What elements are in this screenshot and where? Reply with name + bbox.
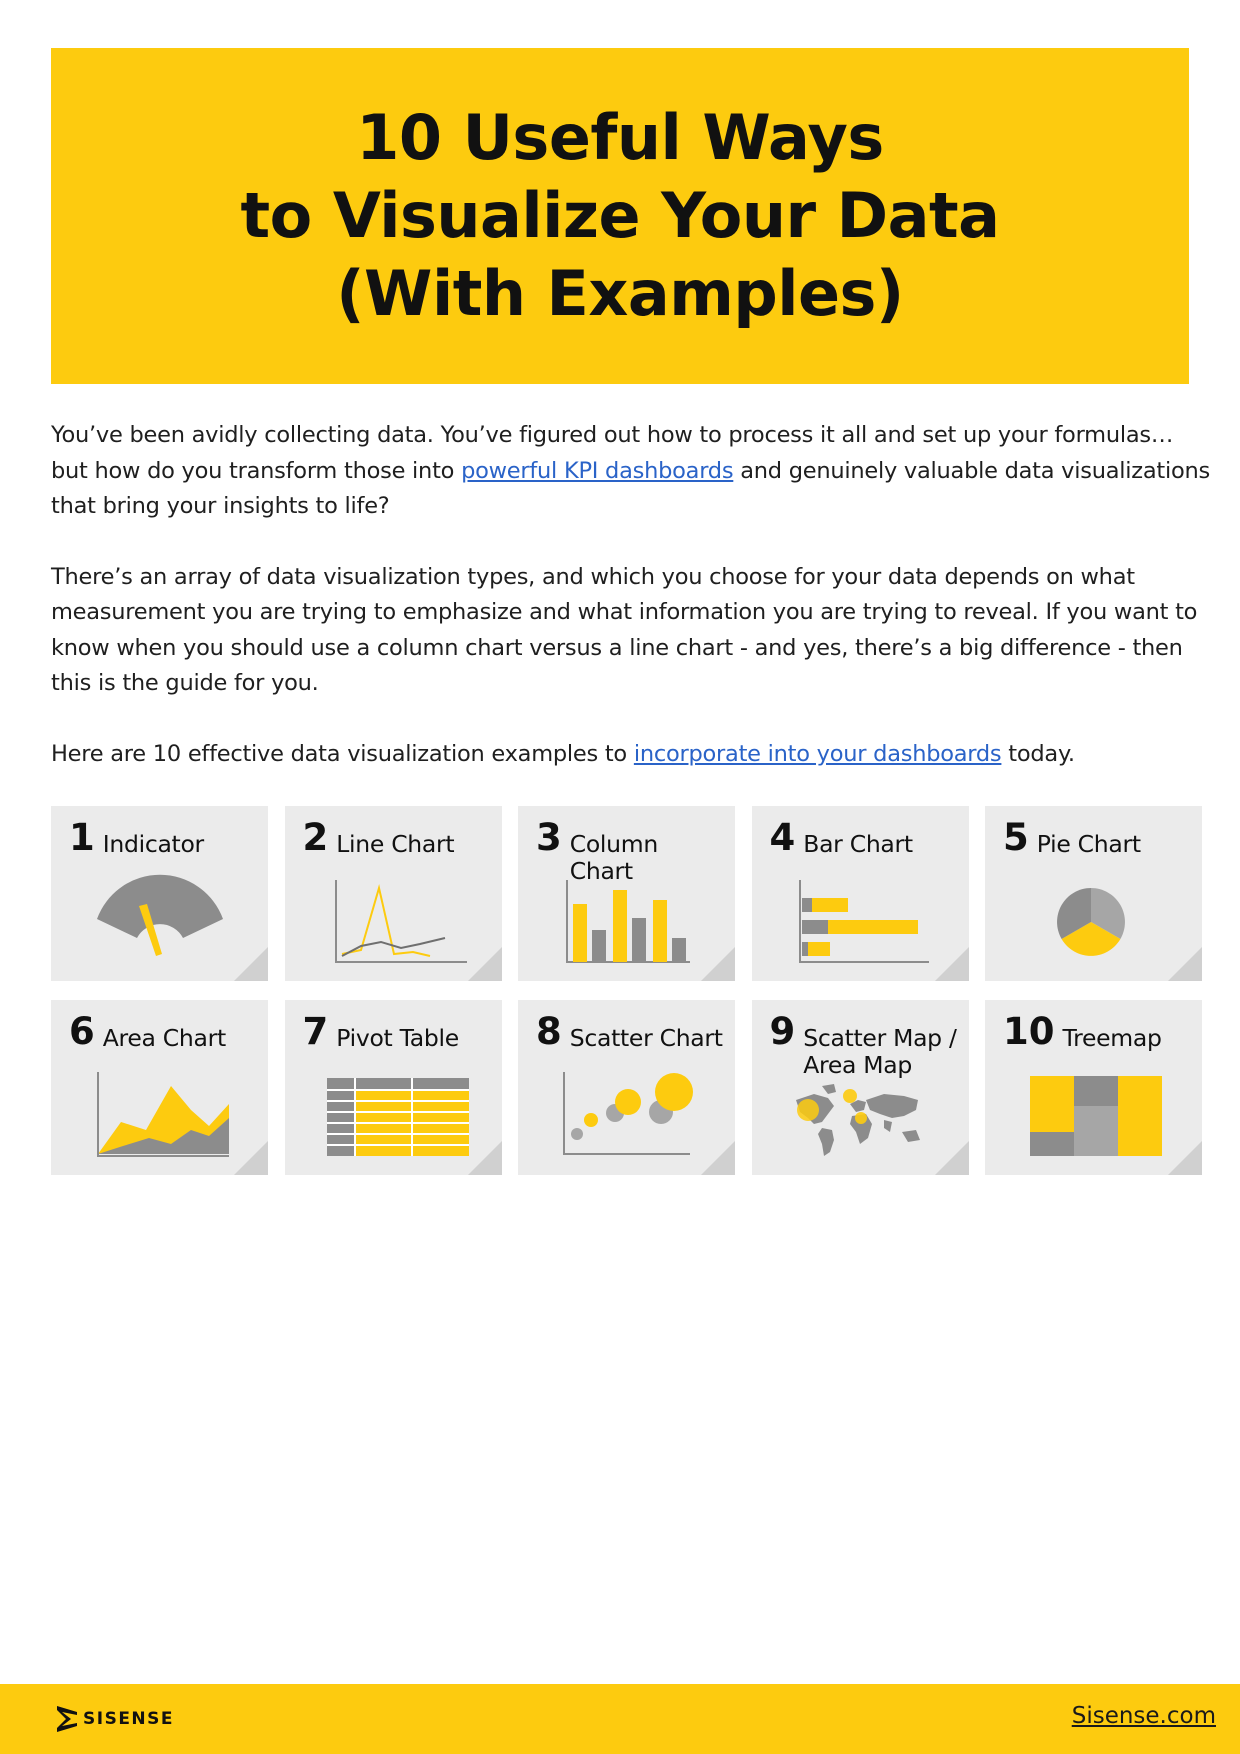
card-number: 5 — [1003, 816, 1029, 859]
card-title: Scatter Map / Area Map — [803, 1024, 957, 1079]
sisense-site-link[interactable]: Sisense.com — [1071, 1703, 1216, 1729]
card-number: 3 — [536, 816, 562, 859]
intro-text — [51, 418, 1211, 807]
card-title: Column Chart — [569, 830, 658, 885]
card-title: Treemap — [1062, 1024, 1162, 1052]
incorporate-dashboards-link[interactable]: incorporate into your dashboards — [633, 740, 1002, 767]
logo-text: SISENSE — [83, 1709, 175, 1729]
card-title: Pivot Table — [336, 1024, 459, 1052]
title-line-2: to Visualize Your Data — [240, 179, 1000, 252]
intro-p3-text: Here are 10 effective data visualization examples to — [51, 740, 634, 767]
card-number: 1 — [69, 816, 95, 859]
intro-paragraph-3 — [51, 737, 1211, 773]
card-title: Pie Chart — [1036, 830, 1141, 858]
kpi-dashboards-link[interactable]: powerful KPI dashboards — [461, 457, 734, 484]
page-title — [241, 99, 1000, 333]
intro-paragraph-2: There’s an array of data visualization types, and which you choose for your data depends on what measurement you are trying to emphasize and what information you are trying to reveal. If you want to know when you should use a column chart versus a line chart - and yes, there’s a big difference - then this is the guide for you. — [51, 563, 1198, 696]
card-number: 10 — [1003, 1010, 1055, 1053]
footer-bar — [0, 1684, 1240, 1754]
card-scatter-chart[interactable] — [518, 1000, 735, 1175]
card-pivot-table[interactable] — [285, 1000, 502, 1175]
visualization-grid — [51, 806, 1203, 1175]
card-number: 8 — [536, 1010, 562, 1053]
card-title: Line Chart — [336, 830, 455, 858]
intro-p3-text-end: today. — [1001, 740, 1075, 767]
card-number: 6 — [69, 1010, 95, 1053]
card-title: Bar Chart — [803, 830, 913, 858]
card-indicator[interactable] — [51, 806, 268, 981]
title-line-3: (With Examples) — [336, 257, 904, 330]
title-banner — [51, 48, 1189, 384]
card-line-chart[interactable] — [285, 806, 502, 981]
card-column-chart[interactable] — [518, 806, 735, 981]
card-title: Area Chart — [102, 1024, 226, 1052]
card-number: 9 — [769, 1010, 796, 1053]
card-pie-chart[interactable] — [985, 806, 1202, 981]
intro-p1-text-end: and genuinely valuable data visualizations that bring your insights to life? — [51, 457, 1210, 519]
sisense-logo[interactable] — [57, 1706, 174, 1732]
card-area-chart[interactable] — [51, 1000, 268, 1175]
intro-paragraph-1 — [51, 418, 1211, 525]
card-number: 2 — [302, 816, 329, 859]
card-number: 7 — [302, 1010, 329, 1053]
sisense-logo-icon — [57, 1706, 79, 1732]
intro-p1-text: You’ve been avidly collecting data. You’ve figured out how to process it all and set up your formulas… but how do you transform those into — [51, 422, 1174, 484]
card-title: Scatter Chart — [569, 1024, 723, 1052]
card-number: 4 — [769, 816, 796, 859]
card-scatter-map[interactable] — [752, 1000, 969, 1175]
card-bar-chart[interactable] — [752, 806, 969, 981]
card-treemap[interactable] — [985, 1000, 1202, 1175]
card-title: Indicator — [102, 830, 204, 858]
title-line-1: 10 Useful Ways — [356, 101, 884, 174]
